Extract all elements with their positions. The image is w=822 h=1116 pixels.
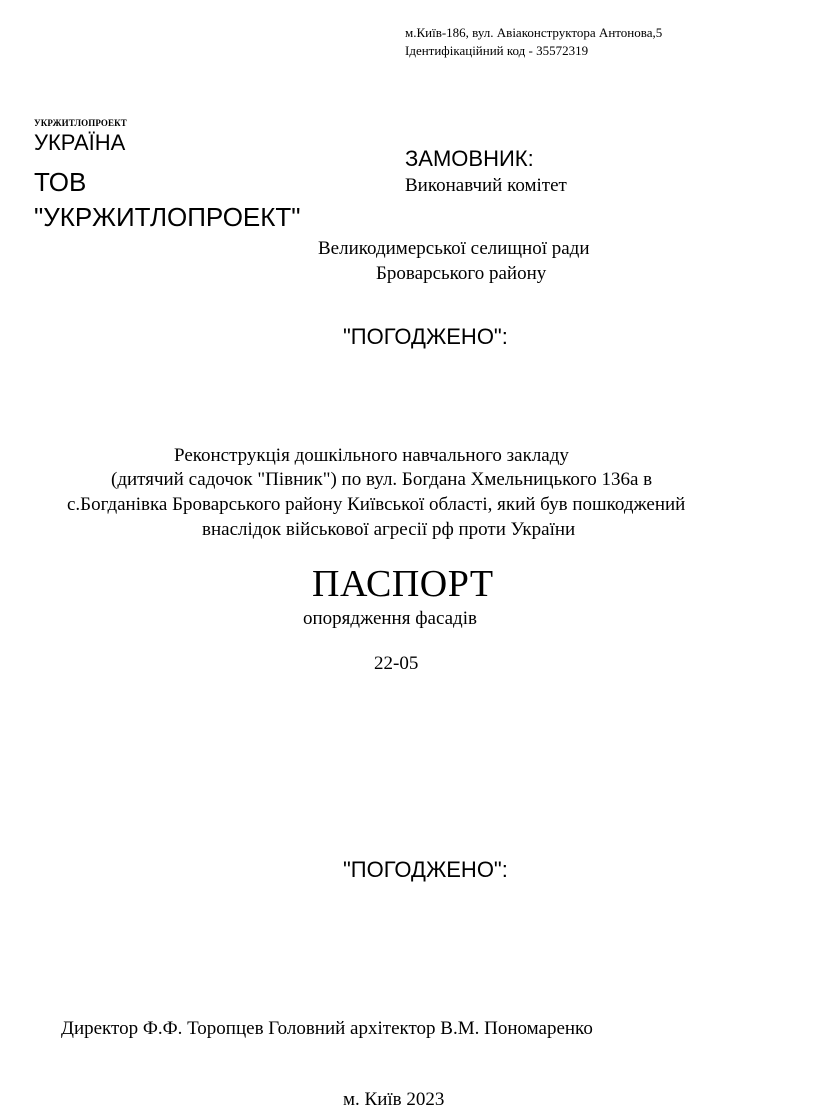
document-subtitle: опорядження фасадів (303, 608, 477, 629)
document-title: ПАСПОРТ (312, 563, 494, 605)
project-line-2: (дитячий садочок "Півник") по вул. Богдана Хмельницького 136а в (111, 469, 653, 490)
logo-label: УКРЖИТЛОПРОЕКТ (34, 118, 127, 128)
country-label: УКРАЇНА (34, 130, 126, 155)
client-line-2: Великодимерської селищної ради (318, 238, 590, 259)
company-id-code: Ідентифікаційний код - 35572319 (405, 43, 589, 58)
document-code: 22-05 (374, 653, 419, 674)
client-title: ЗАМОВНИК: (405, 146, 534, 171)
company-form: ТОВ (34, 167, 87, 197)
company-address: м.Київ-186, вул. Авіаконструктора Антонова,5 (405, 25, 663, 40)
project-line-4: внаслідок військової агресії рф проти України (202, 519, 576, 540)
project-line-1: Реконструкція дошкільного навчального закладу (174, 445, 569, 466)
client-line-3: Броварського району (376, 263, 547, 284)
city-year: м. Київ 2023 (343, 1089, 445, 1110)
client-line-1: Виконавчий комітет (405, 175, 567, 196)
company-name: "УКРЖИТЛОПРОЕКТ" (34, 202, 301, 232)
project-line-3: с.Богданівка Броварського району Київської області, який був пошкоджений (67, 494, 686, 515)
approval-bottom: "ПОГОДЖЕНО": (343, 857, 508, 882)
signatures-line: Директор Ф.Ф. Торопцев Головний архітектор В.М. Пономаренко (61, 1018, 593, 1039)
approval-top: "ПОГОДЖЕНО": (343, 324, 508, 349)
